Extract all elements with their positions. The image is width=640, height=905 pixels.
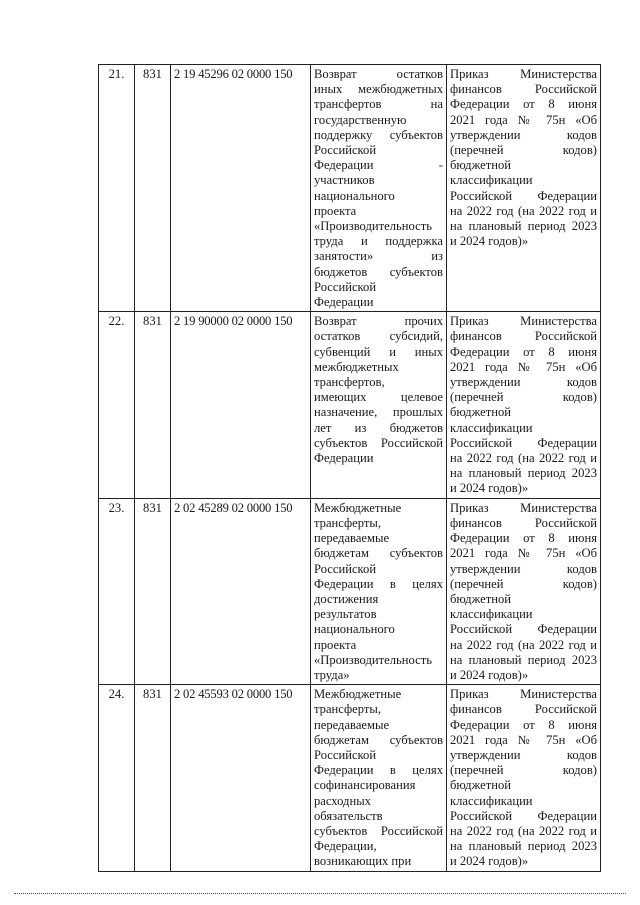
legal-basis-line: классификации	[450, 607, 533, 622]
legal-basis-line: Федерации от 8 июня	[450, 344, 597, 359]
revenue-name-line: иных межбюджетных	[314, 82, 443, 97]
revenue-name-line: Федерации в целях	[314, 763, 443, 778]
legal-basis-cell	[447, 498, 601, 684]
revenue-name-line: национального	[314, 188, 395, 203]
legal-basis-line: Российской Федерации	[450, 808, 597, 823]
legal-basis-line: бюджетной	[450, 591, 511, 606]
legal-basis-line: Российской Федерации	[450, 188, 597, 203]
revenue-name-line: труда»	[314, 667, 350, 682]
revenue-name-line: бюджетам субъектов	[314, 732, 443, 747]
table-body	[99, 65, 601, 872]
revenue-name-line: труда и поддержка	[314, 234, 443, 249]
revenue-name-cell	[311, 685, 447, 871]
revenue-name-line: трансфертов,	[314, 375, 385, 390]
revenue-name-line: возникающих при	[314, 854, 412, 869]
row-number: 21.	[99, 65, 135, 312]
revenue-name-line: межбюджетных	[314, 359, 399, 374]
revenue-name-line: остатков субсидий,	[314, 329, 443, 344]
legal-basis-cell	[447, 685, 601, 871]
revenue-name-line: Российской	[314, 143, 377, 158]
table-row	[99, 65, 601, 312]
legal-basis-line: 2021 года № 75н «Об	[450, 359, 597, 374]
revenue-name-line: обязательств	[314, 808, 383, 823]
legal-basis-line: и 2024 годов)»	[450, 667, 529, 682]
legal-basis-line: бюджетной	[450, 405, 511, 420]
legal-basis-line: бюджетной	[450, 158, 511, 173]
row-number: 24.	[99, 685, 135, 871]
legal-basis-line: (перечней кодов)	[450, 143, 597, 158]
legal-basis-line: Федерации от 8 июня	[450, 531, 597, 546]
legal-basis-line: Российской Федерации	[450, 435, 597, 450]
revenue-name-line: «Производительность	[314, 652, 432, 667]
revenue-name-line: имеющих целевое	[314, 390, 443, 405]
legal-basis-line: классификации	[450, 793, 533, 808]
legal-basis-line: на плановый период 2023	[450, 652, 597, 667]
revenue-name-line: передаваемые	[314, 717, 390, 732]
revenue-name-line: трансферты,	[314, 515, 382, 530]
revenue-name-line: бюджетам субъектов	[314, 546, 443, 561]
revenue-name-line: субъектов Российской	[314, 823, 443, 838]
row-number: 22.	[99, 312, 135, 498]
revenue-name-line: Межбюджетные	[314, 500, 402, 515]
legal-basis-cell	[447, 312, 601, 498]
legal-basis-line: утверждении кодов	[450, 375, 597, 390]
revenue-name-line: достижения	[314, 591, 379, 606]
revenue-name-line: Федерации	[314, 295, 374, 310]
legal-basis-line: (перечней кодов)	[450, 576, 597, 591]
revenue-name-line: расходных	[314, 793, 371, 808]
row-number: 23.	[99, 498, 135, 684]
budget-code-table	[98, 64, 601, 872]
legal-basis-line: на плановый период 2023	[450, 839, 597, 854]
revenue-name-line: Федерации	[314, 451, 374, 466]
legal-basis-line: Приказ Министерства	[450, 687, 597, 702]
revenue-name-line: лет из бюджетов	[314, 420, 443, 435]
administrator-code: 831	[135, 498, 171, 684]
legal-basis-line: на 2022 год (на 2022 год и	[450, 823, 597, 838]
revenue-name-cell	[311, 65, 447, 312]
footer-divider	[14, 893, 626, 894]
legal-basis-line: утверждении кодов	[450, 127, 597, 142]
legal-basis-cell	[447, 65, 601, 312]
revenue-name-line: субъектов Российской	[314, 435, 443, 450]
revenue-name-line: Российской	[314, 561, 377, 576]
legal-basis-line: 2021 года № 75н «Об	[450, 112, 597, 127]
legal-basis-line: 2021 года № 75н «Об	[450, 546, 597, 561]
legal-basis-line: и 2024 годов)»	[450, 854, 529, 869]
legal-basis-line: финансов Российской	[450, 329, 597, 344]
revenue-name-line: передаваемые	[314, 531, 390, 546]
legal-basis-line: Российской Федерации	[450, 622, 597, 637]
table-row	[99, 312, 601, 498]
budget-classification-code: 2 19 45296 02 0000 150	[171, 65, 311, 312]
legal-basis-line: на 2022 год (на 2022 год и	[450, 203, 597, 218]
legal-basis-line: Приказ Министерства	[450, 314, 597, 329]
legal-basis-line: Федерации от 8 июня	[450, 717, 597, 732]
legal-basis-line: финансов Российской	[450, 82, 597, 97]
legal-basis-line: утверждении кодов	[450, 747, 597, 762]
revenue-name-line: Федерации,	[314, 839, 377, 854]
revenue-name-cell	[311, 498, 447, 684]
legal-basis-line: финансов Российской	[450, 515, 597, 530]
revenue-name-line: трансфертов на	[314, 97, 443, 112]
legal-basis-line: на 2022 год (на 2022 год и	[450, 451, 597, 466]
revenue-name-line: трансферты,	[314, 702, 382, 717]
administrator-code: 831	[135, 65, 171, 312]
revenue-name-line: поддержку субъектов	[314, 127, 443, 142]
legal-basis-line: на 2022 год (на 2022 год и	[450, 637, 597, 652]
legal-basis-line: финансов Российской	[450, 702, 597, 717]
revenue-name-line: Возврат остатков	[314, 67, 443, 81]
legal-basis-line: Федерации от 8 июня	[450, 97, 597, 112]
revenue-name-line: Федерации -	[314, 158, 443, 173]
revenue-name-line: Российской	[314, 747, 377, 762]
revenue-name-line: субвенций и иных	[314, 344, 443, 359]
table-row	[99, 498, 601, 684]
legal-basis-line: утверждении кодов	[450, 561, 597, 576]
revenue-name-line: назначение, прошлых	[314, 405, 443, 420]
legal-basis-line: (перечней кодов)	[450, 390, 597, 405]
legal-basis-line: (перечней кодов)	[450, 763, 597, 778]
table-row	[99, 685, 601, 871]
revenue-name-line: государственную	[314, 112, 407, 127]
revenue-name-line: Российской	[314, 279, 377, 294]
legal-basis-line: 2021 года № 75н «Об	[450, 732, 597, 747]
revenue-name-cell	[311, 312, 447, 498]
administrator-code: 831	[135, 312, 171, 498]
revenue-name-line: Межбюджетные	[314, 687, 402, 702]
revenue-name-line: занятости» из	[314, 249, 443, 264]
administrator-code: 831	[135, 685, 171, 871]
legal-basis-line: и 2024 годов)»	[450, 234, 529, 249]
revenue-name-line: бюджетов субъектов	[314, 264, 443, 279]
legal-basis-line: Приказ Министерства	[450, 67, 597, 81]
revenue-name-line: «Производительность	[314, 219, 432, 234]
budget-classification-code: 2 02 45289 02 0000 150	[171, 498, 311, 684]
legal-basis-line: Приказ Министерства	[450, 500, 597, 515]
revenue-name-line: Федерации в целях	[314, 576, 443, 591]
revenue-name-line: Возврат прочих	[314, 314, 443, 329]
budget-classification-code: 2 02 45593 02 0000 150	[171, 685, 311, 871]
budget-classification-code: 2 19 90000 02 0000 150	[171, 312, 311, 498]
legal-basis-line: классификации	[450, 173, 533, 188]
legal-basis-line: и 2024 годов)»	[450, 481, 529, 496]
legal-basis-line: классификации	[450, 420, 533, 435]
revenue-name-line: национального	[314, 622, 395, 637]
legal-basis-line: на плановый период 2023	[450, 466, 597, 481]
revenue-name-line: результатов	[314, 607, 377, 622]
legal-basis-line: на плановый период 2023	[450, 219, 597, 234]
legal-basis-line: бюджетной	[450, 778, 511, 793]
revenue-name-line: софинансирования	[314, 778, 416, 793]
revenue-name-line: проекта	[314, 637, 357, 652]
revenue-name-line: участников	[314, 173, 375, 188]
revenue-name-line: проекта	[314, 203, 357, 218]
